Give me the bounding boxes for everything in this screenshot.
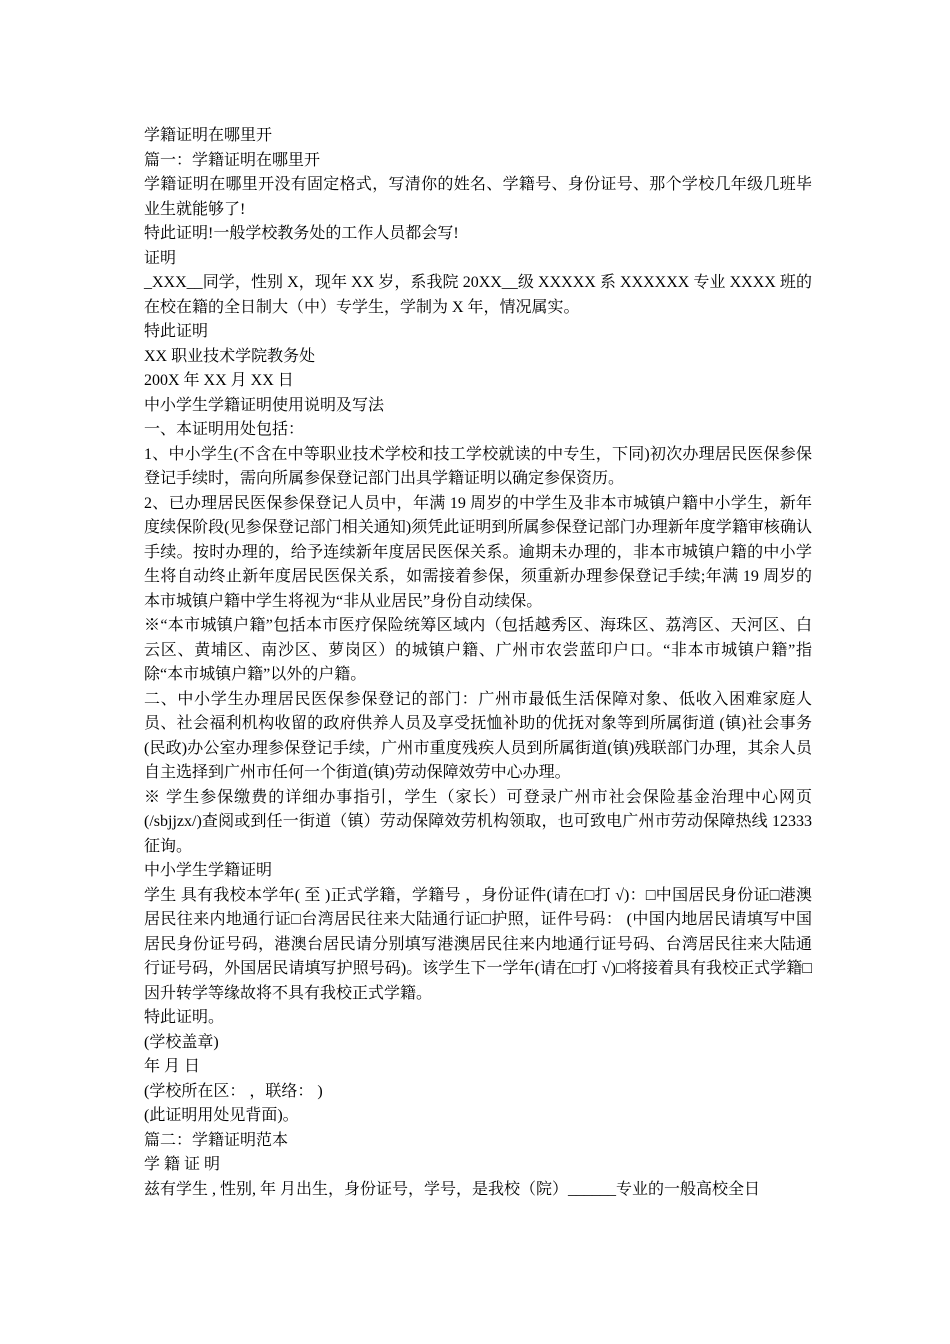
document-page [144,124,812,1202]
paragraph: 篇二：学籍证明范本 [144,1131,289,1149]
paragraph: 中小学生学籍证明 [144,862,273,879]
paragraph: 2、已办理居民医保参保登记人员中，年满 19 周岁的中学生及非本市城镇户籍中小学生，新年度续保阶段(见参保登记部门相关通知)须凭此证明到所属参保登记部门办理新年度学籍审核确认手续。按时办理的，给予连续新年度居民医保关系。逾期未办理的，非本市城镇户籍的中小学生将自动终止新年度居民医保关系，如需接着参保，须重新办理参保登记手续;年满 19 周岁的本市城镇户籍中学生将视为“非从业居民”身份自动续保。 [144,494,812,610]
paragraph: 200X 年 XX 月 XX 日 [144,372,294,389]
paragraph: 一、本证明用处包括： [144,421,305,438]
document-title: 学籍证明在哪里开 [144,127,273,144]
paragraph: ※“本市城镇户籍”包括本市医疗保险统筹区域内（包括越秀区、海珠区、荔湾区、天河区、白云区、黄埔区、南沙区、萝岗区）的城镇户籍、广州市农尝蓝印户口。“非本市城镇户籍”指除“本市城镇户籍”以外的户籍。 [144,617,812,683]
paragraph: (学校所在区： ，联络： ) [144,1082,323,1100]
paragraph: 兹有学生 , 性别, 年 月出生，身份证号，学号，是我校（院）______专业的一般高校全日 [144,1180,761,1198]
paragraph: 篇一：学籍证明在哪里开 [144,151,321,169]
paragraph: 1、中小学生(不含在中等职业技术学校和技工学校就读的中专生，下同)初次办理居民医保参保登记手续时，需向所属参保登记部门出具学籍证明以确定参保资历。 [144,445,812,487]
paragraph: (此证明用处见背面)。 [144,1107,299,1124]
paragraph: 学籍证明在哪里开没有固定格式，写清你的姓名、学籍号、身份证号、那个学校几年级几班毕业生就能够了! [144,176,812,218]
paragraph: 特此证明。 [144,1009,225,1026]
paragraph: 年 月 日 [144,1058,201,1075]
paragraph: XX 职业技术学院教务处 [144,347,316,365]
paragraph: 特此证明 [144,323,209,340]
paragraph: 证明 [144,249,177,267]
paragraph: 中小学生学籍证明使用说明及写法 [144,396,385,414]
paragraph: (学校盖章) [144,1033,219,1051]
paragraph: ※ 学生参保缴费的详细办事指引，学生（家长）可登录广州市社会保险基金治理中心网页(/sbjjzx/)查阅或到任一街道（镇）劳动保障效劳机构领取，也可致电广州市劳动保障热线 12333 征询。 [144,788,812,855]
paragraph: 学 籍 证 明 [144,1156,221,1173]
paragraph: 学生 具有我校本学年( 至 )正式学籍，学籍号 ，身份证件(请在□打 √)：□中国居民身份证□港澳居民往来内地通行证□台湾居民往来大陆通行证□护照，证件号码： (中国内地居民请填写中国居民身份证号码，港澳台居民请分别填写港澳居民往来内地通行证号码、台湾居民往来大陆通行证号码，外国居民请填写护照号码)。该学生下一学年(请在□打 √)□将接着具有我校正式学籍□因升转学等缘故将不具有我校正式学籍。 [144,886,812,1002]
paragraph: 二、中小学生办理居民医保参保登记的部门：广州市最低生活保障对象、低收入困难家庭人员、社会福利机构收留的政府供养人员及享受抚恤补助的优抚对象等到所属街道 (镇)社会事务(民政)办公室办理参保登记手续，广州市重度残疾人员到所属街道(镇)残联部门办理，其余人员自主选择到广州市任何一个街道(镇)劳动保障效劳中心办理。 [144,690,812,781]
paragraph: 特此证明!一般学校教务处的工作人员都会写! [144,225,459,242]
paragraph: _XXX__同学，性别 X，现年 XX 岁，系我院 20XX__级 XXXXX 系 XXXXXX 专业 XXXX 班的在校在籍的全日制大（中）专学生，学制为 X 年，情况属实。 [144,274,812,316]
